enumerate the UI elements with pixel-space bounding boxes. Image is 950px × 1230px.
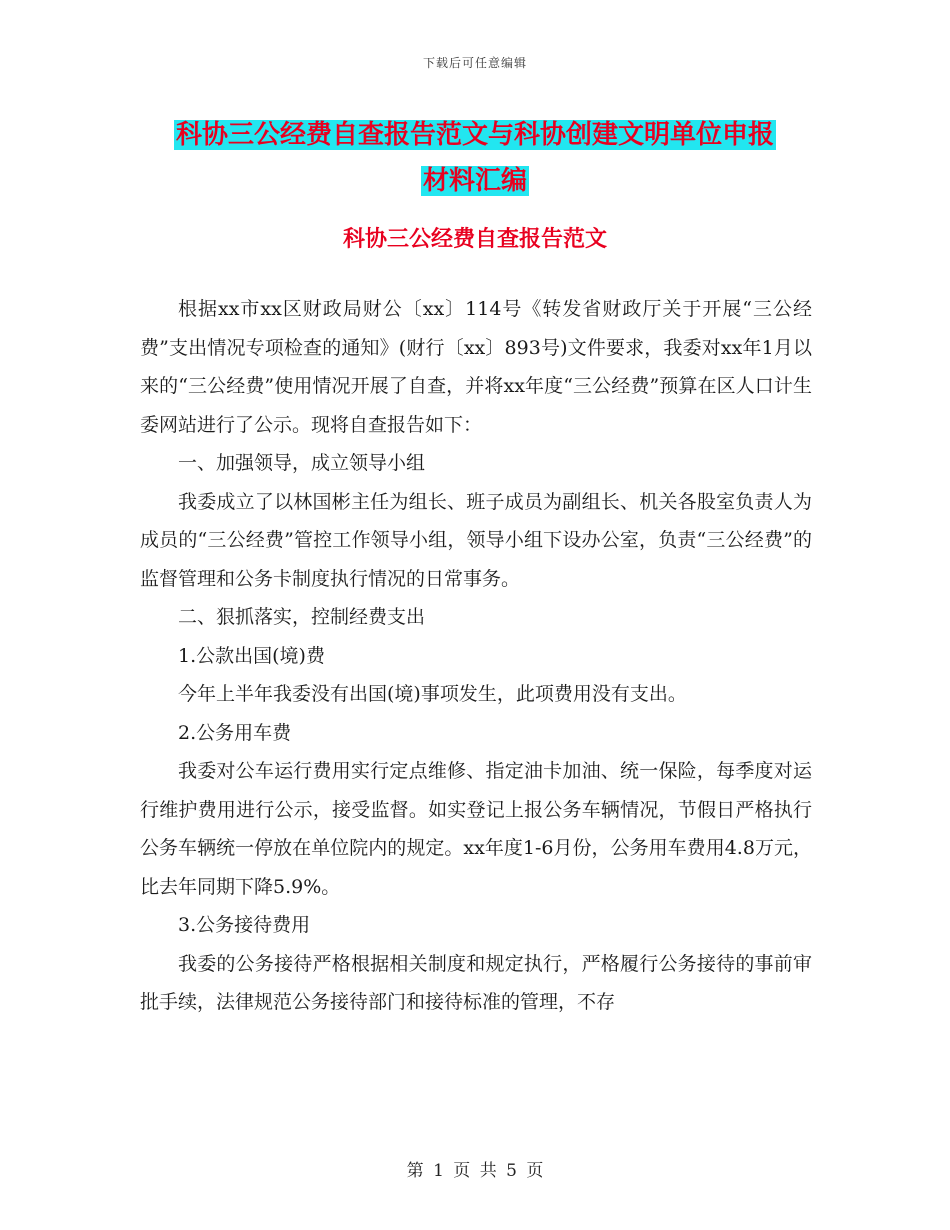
paragraph-reception: 我委的公务接待严格根据相关制度和规定执行，严格履行公务接待的事前审批手续，法律规范公务接待部门和接待标准的管理，不存 — [140, 952, 812, 1013]
subheading-overseas: 1.公款出国(境)费 — [178, 644, 325, 667]
heading-implementation: 二、狠抓落实，控制经费支出 — [178, 606, 426, 628]
document-title-line-1: 科协三公经费自查报告范文与科协创建文明单位申报 — [175, 120, 774, 150]
paragraph-vehicles: 我委对公车运行费用实行定点维修、指定油卡加油、统一保险，每季度对运行维护费用进行公示，接受监督。如实登记上报公务车辆情况，节假日严格执行公务车辆统一停放在单位院内的规定。xx年度1-6月份，公务用车费用4.8万元，比去年同期下降5.9%。 — [140, 760, 812, 898]
paragraph-leadership: 我委成立了以林国彬主任为组长、班子成员为副组长、机关各股室负责人为成员的“三公经费”管控工作领导小组，领导小组下设办公室，负责“三公经费”的监督管理和公务卡制度执行情况的日常事务。 — [140, 490, 812, 590]
subheading-reception: 3.公务接待费用 — [178, 914, 311, 936]
document-body — [140, 290, 812, 1022]
paragraph-overseas: 今年上半年我委没有出国(境)事项发生，此项费用没有支出。 — [178, 683, 687, 705]
section-title: 科协三公经费自查报告范文 — [342, 227, 607, 252]
paragraph-intro: 根据xx市xx区财政局财公〔xx〕114号《转发省财政厅关于开展“三公经费”支出情况专项检查的通知》(财行〔xx〕893号)文件要求，我委对xx年1月以来的“三公经费”使用情况开展了自查，并将xx年度“三公经费”预算在区人口计生委网站进行了公示。现将自查报告如下： — [140, 298, 812, 436]
subheading-vehicles: 2.公务用车费 — [178, 721, 292, 744]
document-title-line-2: 材料汇编 — [422, 166, 527, 196]
header-note: 下载后可任意编辑 — [422, 56, 527, 70]
page-number-footer: 第 1 页 共 5 页 — [406, 1161, 544, 1181]
heading-leadership: 一、加强领导，成立领导小组 — [178, 452, 426, 474]
document-title — [140, 112, 810, 204]
